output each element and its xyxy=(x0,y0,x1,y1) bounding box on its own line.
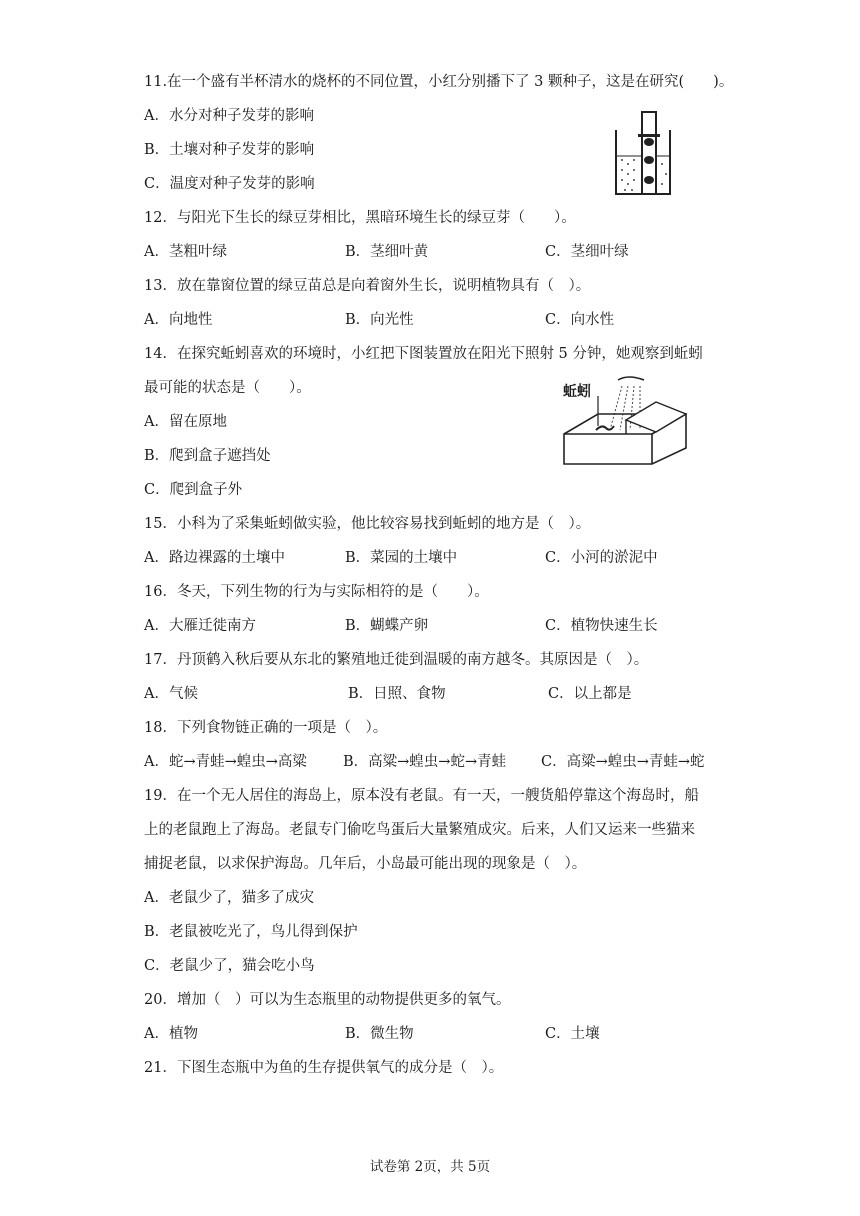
question-20-option-a: A．植物 xyxy=(144,1026,198,1042)
question-12-option-a: A．茎粗叶绿 xyxy=(144,244,227,260)
question-14-option-b: B．爬到盒子遮挡处 xyxy=(144,448,271,464)
question-14-option-c: C．爬到盒子外 xyxy=(144,482,243,498)
question-19-option-a: A．老鼠少了，猫多了成灾 xyxy=(144,890,314,906)
question-17-option-c: C．以上都是 xyxy=(548,686,632,702)
question-18-option-c: C．高粱→蝗虫→青蛙→蛇 xyxy=(541,754,705,770)
question-11-option-b: B．土壤对种子发芽的影响 xyxy=(144,142,315,158)
question-15-option-c: C．小河的淤泥中 xyxy=(545,550,658,566)
question-19-stem-line-1: 19．在一个无人居住的海岛上，原本没有老鼠。有一天，一艘货船停靠这个海岛时，船 xyxy=(144,788,699,804)
question-17-option-b: B．日照、食物 xyxy=(348,686,446,702)
question-12-stem: 12．与阳光下生长的绿豆芽相比，黑暗环境生长的绿豆芽（ ）。 xyxy=(144,210,576,226)
question-13-option-c: C．向水性 xyxy=(545,312,615,328)
question-14-stem-line-1: 14．在探究蚯蚓喜欢的环境时，小红把下图装置放在阳光下照射 5 分钟，她观察到蚯蚓 xyxy=(144,346,703,362)
question-11-stem: 11.在一个盛有半杯清水的烧杯的不同位置，小红分别播下了 3 颗种子，这是在研究( )。 xyxy=(144,74,734,90)
question-21-stem: 21．下图生态瓶中为鱼的生存提供氧气的成分是（ ）。 xyxy=(144,1060,504,1076)
question-20-option-c: C．土壤 xyxy=(545,1026,600,1042)
beaker-seeds-figure xyxy=(612,108,674,198)
question-11-option-c: C．温度对种子发芽的影响 xyxy=(144,176,315,192)
question-16-option-a: A．大雁迁徙南方 xyxy=(144,618,256,634)
question-18-stem: 18．下列食物链正确的一项是（ ）。 xyxy=(144,720,388,736)
question-13-stem: 13．放在靠窗位置的绿豆苗总是向着窗外生长，说明植物具有（ ）。 xyxy=(144,278,591,294)
question-13-option-b: B．向光性 xyxy=(345,312,414,328)
earthworm-figure-label: 蚯蚓 xyxy=(563,384,591,400)
question-12-option-c: C．茎细叶绿 xyxy=(545,244,629,260)
question-13-option-a: A．向地性 xyxy=(144,312,213,328)
question-19-stem-line-3: 捕捉老鼠，以求保护海岛。几年后，小岛最可能出现的现象是（ ）。 xyxy=(144,856,587,872)
question-20-option-b: B．微生物 xyxy=(345,1026,414,1042)
question-16-option-b: B．蝴蝶产卵 xyxy=(345,618,429,634)
question-19-option-b: B．老鼠被吃光了，鸟儿得到保护 xyxy=(144,924,358,940)
question-12-option-b: B．茎细叶黄 xyxy=(345,244,429,260)
question-19-stem-line-2: 上的老鼠跑上了海岛。老鼠专门偷吃鸟蛋后大量繁殖成灾。后来，人们又运来一些猫来 xyxy=(144,822,695,838)
question-11-option-a: A．水分对种子发芽的影响 xyxy=(144,108,314,124)
question-15-stem: 15．小科为了采集蚯蚓做实验，他比较容易找到蚯蚓的地方是（ ）。 xyxy=(144,516,591,532)
question-18-option-b: B．高粱→蝗虫→蛇→青蛙 xyxy=(343,754,507,770)
question-20-stem: 20．增加（ ）可以为生态瓶里的动物提供更多的氧气。 xyxy=(144,992,511,1008)
question-15-option-a: A．路边裸露的土壤中 xyxy=(144,550,285,566)
question-14-option-a: A．留在原地 xyxy=(144,414,227,430)
question-16-option-c: C．植物快速生长 xyxy=(545,618,658,634)
question-16-stem: 16．冬天，下列生物的行为与实际相符的是（ ）。 xyxy=(144,584,489,600)
question-15-option-b: B．菜园的土壤中 xyxy=(345,550,458,566)
question-17-stem: 17．丹顶鹤入秋后要从东北的繁殖地迁徙到温暖的南方越冬。其原因是（ ）。 xyxy=(144,652,649,668)
question-18-option-a: A．蛇→青蛙→蝗虫→高粱 xyxy=(144,754,307,770)
question-19-option-c: C．老鼠少了，猫会吃小鸟 xyxy=(144,958,315,974)
question-14-stem-line-2: 最可能的状态是（ ）。 xyxy=(144,380,311,396)
question-17-option-a: A．气候 xyxy=(144,686,198,702)
page-footer: 试卷第 2页，共 5页 xyxy=(369,1159,491,1175)
